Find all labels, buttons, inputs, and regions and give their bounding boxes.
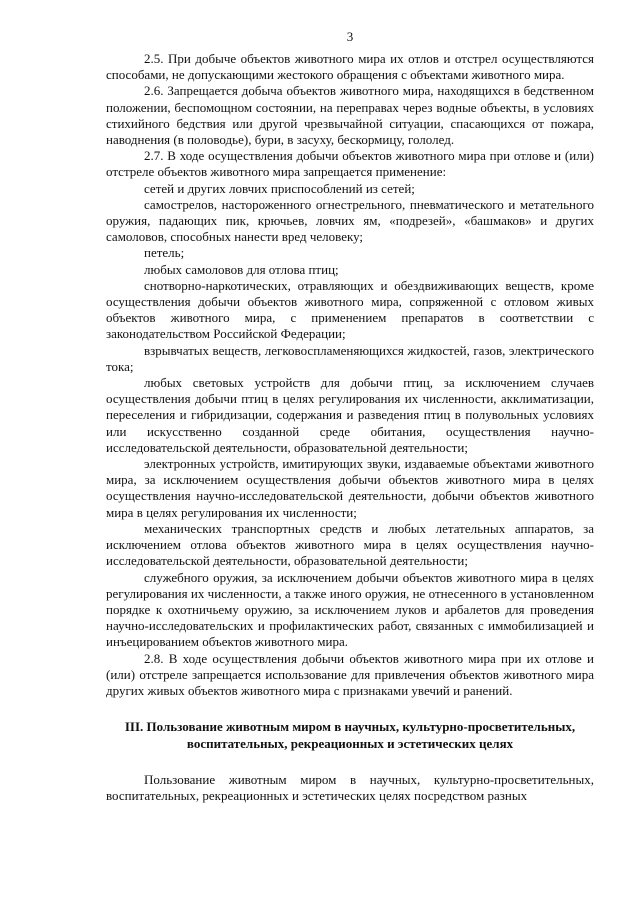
list-item-bird-traps: любых самоловов для отлова птиц; [144,261,339,277]
paragraph-2-5: 2.5. При добыче объектов животного мира их отлов и отстрел осуществляются способами, не допускающими жестокого обращения с объектами животного мира. [106,51,594,83]
list-item-self-shooters: самострелов, настороженного огнестрельного, пневматического и метательного оружия, падающих пик, крючьев, ловчих ям, «подрезей», «башмаков» и других самоловов, способных нанести вред человеку; [106,196,594,245]
page-number: 3 [346,29,354,44]
list-item-nets: сетей и других ловчих приспособлений из сетей; [144,180,415,196]
paragraph-2-7: 2.7. В ходе осуществления добычи объектов животного мира при отлове и (или) отстреле объектов животного мира запрещается применение: [106,148,594,180]
list-item-light-devices: любых световых устройств для добычи птиц, за исключением случаев осуществления добычи птиц в целях регулирования их численности, акклиматизации, переселения и гибридизации, содержания и разведения птиц в полувольных условиях или искусственно созданной среде обитания, осуществления научно-исследовательской деятельности, образовательной деятельности; [106,375,594,455]
closing-paragraph: Пользование животным миром в научных, культурно-просветительных, воспитательных, рекреационных и эстетических целях посредством разных [106,772,594,804]
list-item-narcotics: снотворно-наркотических, отравляющих и обездвиживающих веществ, кроме осуществления добычи объектов животного мира, сопряженной с отловом живых объектов животного мира, с применением препаратов в соответствии с законодательством Российской Федерации; [106,277,594,342]
list-item-service-weapons: служебного оружия, за исключением добычи объектов животного мира в целях регулирования их численности, а также иного оружия, не отнесенного в установленном порядке к охотничьему оружию, за исключением луков и арбалетов для проведения научно-исследовательских и профилактических работ, связанных с иммобилизацией и инъецированием объектов животного мира. [106,569,594,650]
section-heading: III. Пользование животным миром в научных, культурно-просветительных, воспитательных, рекреационных и эстетических целях [124,719,576,751]
list-item-vehicles: механических транспортных средств и любых летательных аппаратов, за исключением отлова объектов животного мира в целях осуществления научно-исследовательской деятельности, образовательной деятельности; [106,520,594,569]
list-item-electronic-devices: электронных устройств, имитирующих звуки, издаваемые объектами животного мира, за исключением осуществления добычи объектов животного мира в целях осуществления научно-исследовательской деятельности, добычи объектов животного мира в целях регулирования их численности; [106,456,594,520]
list-item-snares: петель; [144,245,185,261]
list-item-explosives: взрывчатых веществ, легковоспламеняющихся жидкостей, газов, электрического тока; [106,342,594,374]
paragraph-2-6: 2.6. Запрещается добыча объектов животного мира, находящихся в бедственном положении, беспомощном состоянии, на переправах через водные объекты, в условиях стихийного бедствия или другой чрезвычайной ситуации, спасающихся от пожара, наводнения (в половодье), бури, в засуху, бескормицу, гололед. [106,83,594,148]
document-page [106,28,594,805]
paragraph-2-8: 2.8. В ходе осуществления добычи объектов животного мира при их отлове и (или) отстреле запрещается использование для привлечения объектов животного мира других живых объектов животного мира с признаками увечий и ранений. [106,650,594,698]
